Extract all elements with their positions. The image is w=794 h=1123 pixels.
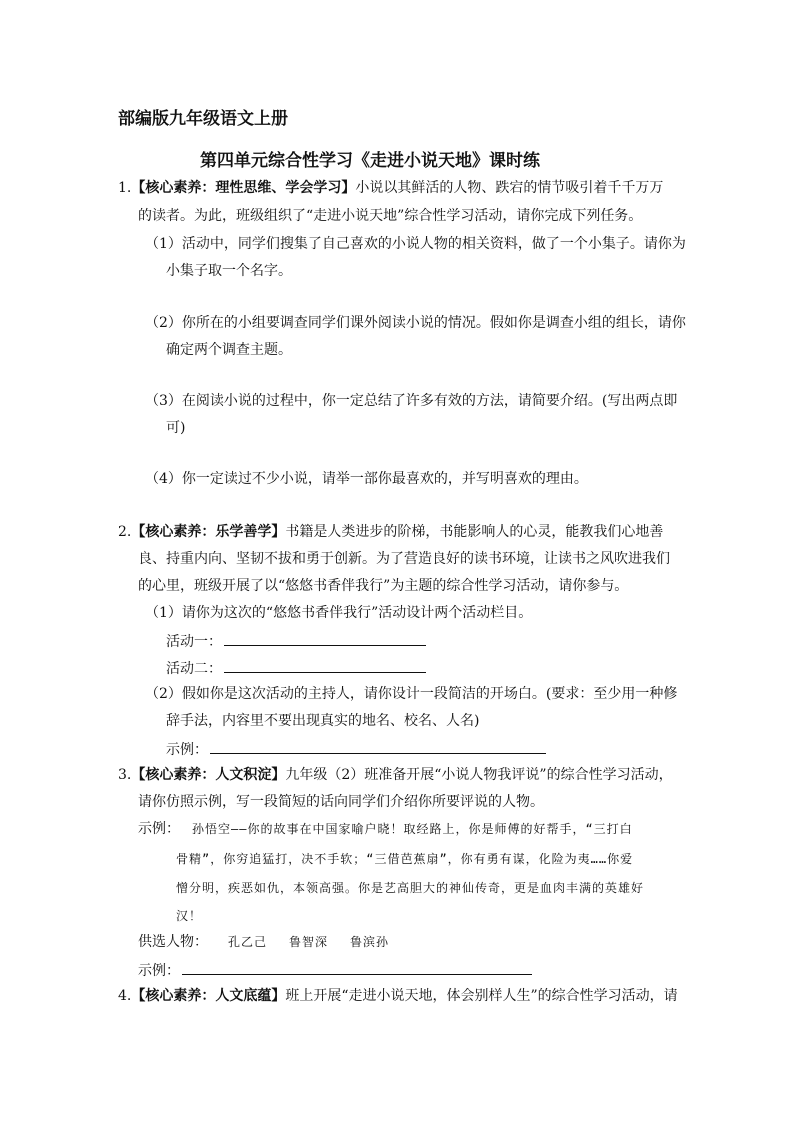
document-subtitle: 部编版九年级语文上册 [118,109,288,129]
question-2-activity-1 [166,631,426,651]
question-1-sub-3a: （3）在阅读小说的过程中，你一定总结了许多有效的方法，请简要介绍。(写出两点即 [145,393,678,409]
question-1-sub-1a: （1）活动中，同学们搜集了自己喜欢的小说人物的相关资料，做了一个小集子。请你为 [145,236,686,252]
question-3-example-c: 憎分明，疾恶如仇，本领高强。你是艺高胆大的神仙传奇，更是血肉丰满的英雄好 [176,881,645,895]
question-3-line-1 [118,766,673,784]
activity-1-label: 活动一： [166,634,222,650]
question-3-intro-b: 请你仿照示例，写一段简短的话向同学们介绍你所要评说的人物。 [138,794,544,810]
question-3-intro-a: 九年级（2）班准备开展“小说人物我评说”的综合性学习活动， [285,767,673,783]
question-3-example-a: 孙悟空——你的故事在中国家喻户晓！取经路上，你是师傅的好帮手，“三打白 [192,822,633,836]
question-2-intro-b: 良、持重内向、坚韧不拔和勇于创新。为了营造良好的读书环境，让读书之风吹进我们 [138,551,670,567]
question-1-intro-b: 的读者。为此，班级组织了“走进小说天地”综合性学习活动，请你完成下列任务。 [138,208,643,224]
question-2-example-answer-line[interactable] [210,739,546,754]
question-2-number: 2. [118,524,132,540]
question-3-choices [138,933,389,951]
question-1-intro-a: 小说以其鲜活的人物、跌宕的情节吸引着千千万万 [355,180,664,196]
choice-kong-yiji: 孔乙己 [228,935,268,949]
question-1-tag: 【核心素养：理性思维、学会学习】 [131,180,356,196]
question-1-line-1 [118,179,663,197]
document-title: 第四单元综合性学习《走进小说天地》课时练 [200,151,540,171]
question-1-sub-4: （4）你一定读过不少小说，请举一部你最喜欢的，并写明喜欢的理由。 [145,471,588,487]
activity-1-answer-line[interactable] [224,631,426,646]
question-2-line-1 [118,523,663,541]
question-3-answer [138,960,532,980]
question-1-sub-1b: 小集子取一个名字。 [166,263,292,279]
question-1-sub-2a: （2）你所在的小组要调查同学们课外阅读小说的情况。假如你是调查小组的组长，请你 [145,315,686,331]
activity-2-answer-line[interactable] [224,658,426,673]
question-2-sub-2a: （2）假如你是这次活动的主持人，请你设计一段简洁的开场白。(要求：至少用一种修 [145,686,678,702]
activity-2-label: 活动二： [166,661,222,677]
choice-lu-zhishen: 鲁智深 [289,935,329,949]
question-4-tag: 【核心素养：人文底蕴】 [131,988,286,1004]
question-2-intro-c: 的心里，班级开展了以“悠悠书香伴我行”为主题的综合性学习活动，请你参与。 [138,578,629,594]
question-2-sub-2b: 辞手法，内容里不要出现真实的地名、校名、人名) [166,713,480,729]
question-2-activity-2 [166,658,426,678]
question-3-example-label: 示例： [138,821,180,837]
question-3-choices-label: 供选人物： [138,934,208,950]
question-3-answer-line[interactable] [182,960,532,975]
question-4-intro-a: 班上开展“走进小说天地，体会别样人生”的综合性学习活动，请 [285,988,678,1004]
question-3-example-b: 骨精”，你穷追猛打，决不手软；“三借芭蕉扇”，你有勇有谋，化险为夷……你爱 [176,852,634,866]
question-3-example-d: 汉！ [176,909,203,923]
question-1-sub-3b: 可) [166,420,186,436]
question-4-line-1 [118,987,678,1005]
question-3-example-line-a [138,820,633,838]
question-2-example-label: 示例： [166,742,208,758]
question-3-number: 3. [118,767,132,783]
question-3-tag: 【核心素养：人文积淀】 [131,767,286,783]
question-2-tag: 【核心素养：乐学善学】 [131,524,286,540]
question-4-number: 4. [118,988,132,1004]
question-2-example [166,739,546,759]
question-2-sub-1: （1）请你为这次的“悠悠书香伴我行”活动设计两个活动栏目。 [145,605,533,621]
question-1-number: 1. [118,180,132,196]
choice-robinson: 鲁滨孙 [350,935,390,949]
question-2-intro-a: 书籍是人类进步的阶梯，书能影响人的心灵，能教我们心地善 [285,524,664,540]
question-3-answer-label: 示例： [138,963,180,979]
question-1-sub-2b: 确定两个调查主题。 [166,342,292,358]
